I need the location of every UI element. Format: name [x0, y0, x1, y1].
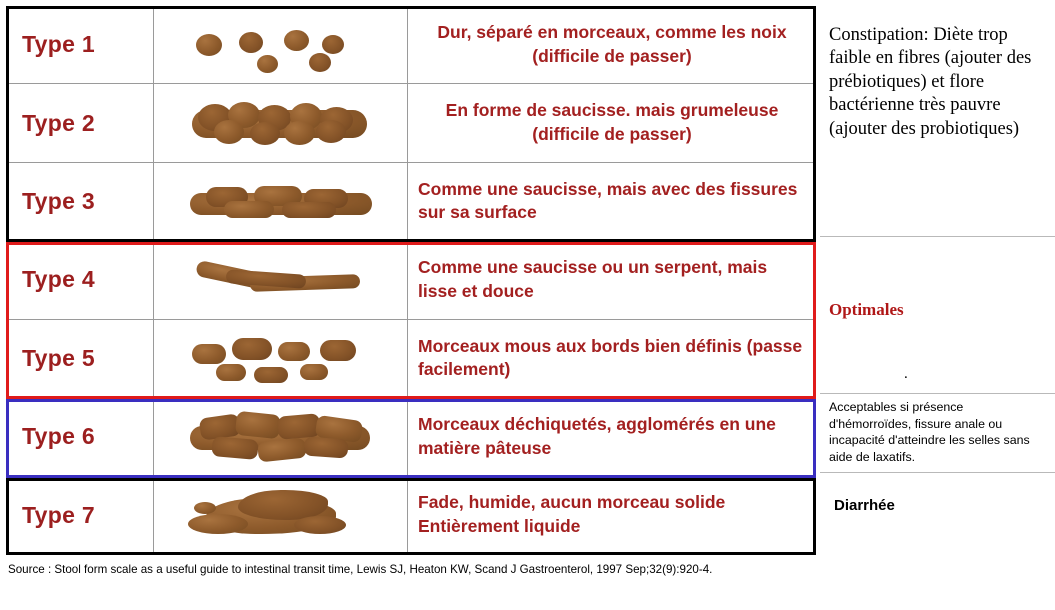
table-row: [6, 84, 816, 162]
stool-illustration-type-4: [154, 241, 408, 318]
row-type-label: Type 3: [22, 187, 95, 214]
row-description-label: Comme une saucisse ou un serpent, mais lisse et douce: [418, 257, 768, 301]
note-diarrhea: Diarrhée: [834, 497, 895, 514]
row-type-cell: [6, 398, 154, 475]
row-type-cell: [6, 241, 154, 318]
note-constipation: Constipation: Diète trop faible en fibres (ajouter des prébiotiques) et flore bactérienne très pauvre (ajouter des probiotiques): [829, 25, 1032, 139]
note-dot: .: [904, 366, 908, 382]
table-row: [6, 476, 816, 554]
table-row: [6, 163, 816, 241]
divider: [820, 472, 1055, 473]
source-citation: Source : Stool form scale as a useful guide to intestinal transit time, Lewis SJ, Heaton KW, Scand J Gastroenterol, 1997 Sep;32(9):920-4.: [8, 563, 713, 576]
stool-illustration-type-1: [154, 6, 408, 83]
row-type-label: Type 4: [22, 266, 95, 293]
row-description-label: Morceaux déchiquetés, agglomérés en une matière pâteuse: [418, 414, 776, 458]
row-type-cell: [6, 476, 154, 553]
divider: [820, 236, 1055, 237]
row-description-label: En forme de saucisse. mais grumeleuse (difficile de passer): [445, 100, 779, 145]
row-type-cell: [6, 84, 154, 161]
note-acceptable: Acceptables si présence d'hémorroïdes, fissure anale ou incapacité d'atteindre les selles sans aide de laxatifs.: [829, 400, 1030, 464]
stool-illustration-type-7: [154, 476, 408, 553]
row-description-label: Fade, humide, aucun morceau solide Entièrement liquide: [418, 492, 726, 537]
table-row: [6, 398, 816, 476]
row-description-cell: [408, 84, 816, 161]
stool-illustration-type-5: [154, 320, 408, 397]
row-type-cell: [6, 320, 154, 397]
row-type-label: Type 1: [22, 31, 95, 58]
bristol-stool-table: [6, 6, 816, 555]
divider: [820, 393, 1055, 394]
row-type-cell: [6, 163, 154, 240]
annotations-column: [820, 0, 1055, 610]
row-type-label: Type 5: [22, 344, 95, 371]
row-description-label: Morceaux mous aux bords bien définis (passe facilement): [418, 335, 803, 380]
row-description-label: Comme une saucisse, mais avec des fissures sur sa surface: [418, 178, 798, 223]
row-description-cell: [408, 241, 816, 318]
row-description-label: Dur, séparé en morceaux, comme les noix (difficile de passer): [437, 22, 787, 66]
row-description-cell: [408, 163, 816, 240]
row-description-cell: [408, 476, 816, 553]
row-type-label: Type 6: [22, 423, 95, 450]
row-description-cell: [408, 398, 816, 475]
table-row: [6, 241, 816, 319]
row-type-label: Type 2: [22, 109, 95, 136]
table-row: [6, 6, 816, 84]
row-description-cell: [408, 6, 816, 83]
stool-illustration-type-6: [154, 398, 408, 475]
row-type-label: Type 7: [22, 501, 95, 528]
table-row: [6, 320, 816, 398]
row-description-cell: [408, 320, 816, 397]
row-type-cell: [6, 6, 154, 83]
note-optimal: Optimales: [829, 300, 904, 319]
stool-illustration-type-2: [154, 84, 408, 161]
stool-illustration-type-3: [154, 163, 408, 240]
